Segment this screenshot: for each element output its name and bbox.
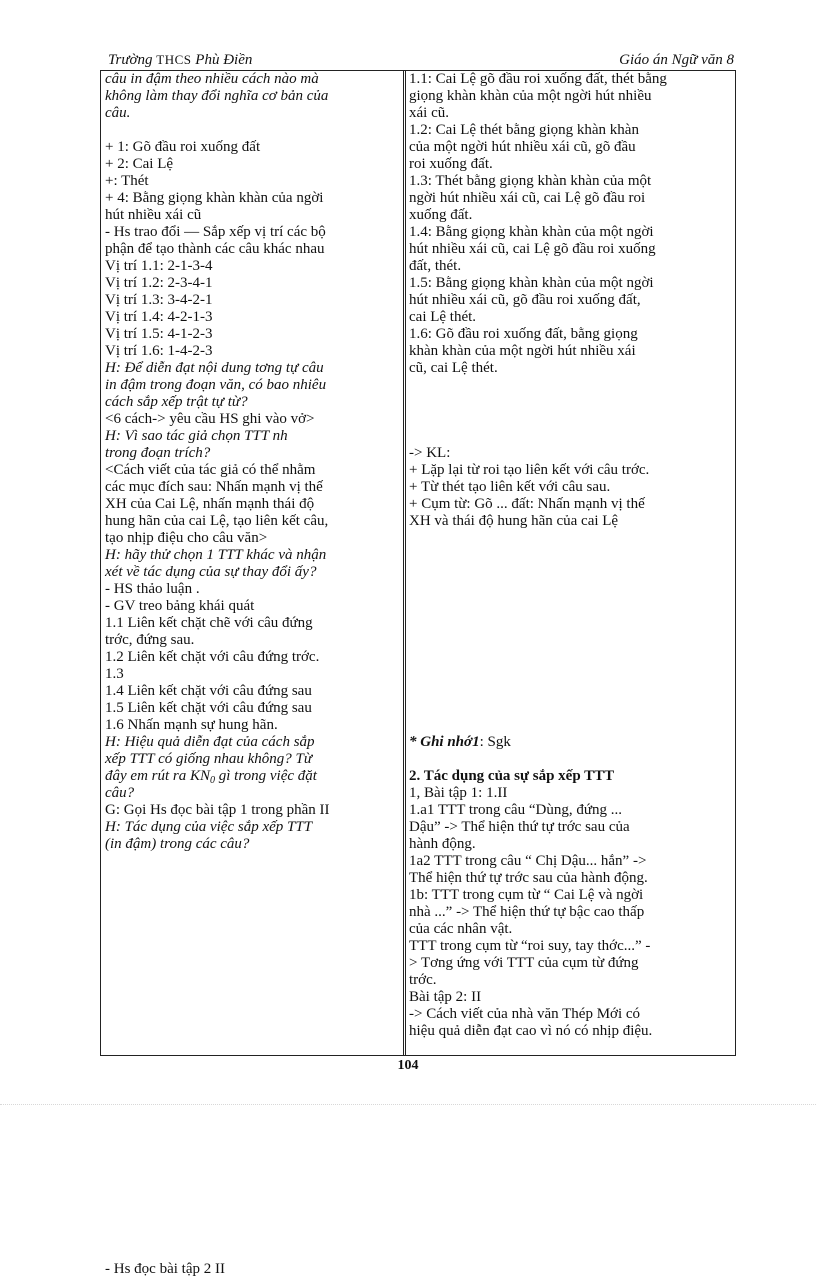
note-label: * Ghi nhớ1 xyxy=(409,734,480,750)
section-heading: 2. Tác dụng của sự sắp xếp TTT xyxy=(409,768,615,784)
text-line: 1.1: Cai Lệ gõ đầu roi xuống đất, thét bằng xyxy=(409,71,667,87)
text-line: của một ngời hút nhiều xái cũ, gõ đầu xyxy=(409,139,636,155)
text-line: H: Vì sao tác giả chọn TTT nh xyxy=(105,428,288,444)
text-line: roi xuống đất. xyxy=(409,156,493,172)
text-line: 1.2: Cai Lệ thét bằng giọng khàn khàn xyxy=(409,122,639,138)
text-line: câu. xyxy=(105,105,131,121)
text-line: Vị trí 1.2: 2-3-4-1 xyxy=(105,275,213,291)
text-line: không làm thay đổi nghĩa cơ bản của xyxy=(105,88,329,104)
text-line: -> Cách viết của nhà văn Thép Mới có xyxy=(409,1006,641,1022)
text-line: H: Để diễn đạt nội dung tơng tự câu xyxy=(105,360,324,376)
text-line: 1.6: Gõ đầu roi xuống đất, bằng giọng xyxy=(409,326,638,342)
text-line: xét về tác dụng của sự thay đổi ấy? xyxy=(105,564,317,580)
content-column xyxy=(409,71,731,1040)
text-line: -> KL: xyxy=(409,445,451,461)
text-line: câu in đậm theo nhiều cách nào mà xyxy=(105,71,319,87)
text-line: Vị trí 1.3: 3-4-2-1 xyxy=(105,292,213,308)
text-line: <Cách viết của tác giả có thể nhằm xyxy=(105,462,316,478)
footer-rule xyxy=(0,1104,816,1105)
text-line: câu? xyxy=(105,785,135,801)
text-line: xuống đất. xyxy=(409,207,473,223)
text-line: của các nhân vật. xyxy=(409,921,513,937)
text-line: cai Lệ thét. xyxy=(409,309,477,325)
text-line: + 4: Bằng giọng khàn khàn của ngời xyxy=(105,190,324,206)
text-line: trong đoạn trích? xyxy=(105,445,211,461)
text-line: + Cụm từ: Gõ ... đất: Nhấn mạnh vị thế xyxy=(409,496,645,512)
school-name-thcs: THCS xyxy=(156,52,192,67)
text-line: trớc. xyxy=(409,972,437,988)
text-line: 1.4: Bằng giọng khàn khàn của một ngời xyxy=(409,224,654,240)
text-line: H: Tác dụng của việc sắp xếp TTT xyxy=(105,819,313,835)
page-header xyxy=(104,52,734,72)
text-line: 1.2 Liên kết chặt với câu đứng trớc. xyxy=(105,649,320,665)
text-line: hút nhiều xái cũ xyxy=(105,207,202,223)
text-line: các mục đích sau: Nhấn mạnh vị thế xyxy=(105,479,323,495)
text-line: Dậu” -> Thể hiện thứ tự trớc sau của xyxy=(409,819,630,835)
text-line: + Lặp lại từ roi tạo liên kết với câu trớc. xyxy=(409,462,650,478)
text-line: + Từ thét tạo liên kết với câu sau. xyxy=(409,479,611,495)
text-line: 1, Bài tập 1: 1.II xyxy=(409,785,508,801)
text-line: hung hãn của cai Lệ, tạo liên kết câu, xyxy=(105,513,329,529)
text-line: - Hs đọc bài tập 2 II xyxy=(105,1261,225,1277)
page-number: 104 xyxy=(397,1058,419,1073)
text-line: hút nhiều xái cũ, cai Lệ gõ đầu roi xuống xyxy=(409,241,656,257)
text-line: + 1: Gõ đầu roi xuống đất xyxy=(105,139,261,155)
text-line: xếp TTT có giống nhau không? Từ xyxy=(105,751,313,767)
text-line: H: Hiệu quả diễn đạt của cách sắp xyxy=(105,734,315,750)
school-name-post: Phù Điền xyxy=(195,52,253,68)
text-line: hành động. xyxy=(409,836,476,852)
text-line: 1.3: Thét bằng giọng khàn khàn của một xyxy=(409,173,652,189)
text-line: G: Gọi Hs đọc bài tập 1 trong phần II xyxy=(105,802,330,818)
column-divider-2 xyxy=(405,71,406,1055)
text-line: Vị trí 1.1: 2-1-3-4 xyxy=(105,258,213,274)
text-line: Vị trí 1.5: 4-1-2-3 xyxy=(105,326,213,342)
text-line: Vị trí 1.4: 4-2-1-3 xyxy=(105,309,213,325)
text-line: +: Thét xyxy=(105,173,149,189)
text-line: XH và thái độ hung hãn của cai Lệ xyxy=(409,513,619,529)
text-line: trớc, đứng sau. xyxy=(105,632,195,648)
text-line: 1a2 TTT trong câu “ Chị Dậu... hắn” -> xyxy=(409,853,647,869)
text-line: XH của Cai Lệ, nhấn mạnh thái độ xyxy=(105,496,315,512)
text-line xyxy=(409,734,731,751)
text-line: + 2: Cai Lệ xyxy=(105,156,174,172)
text-line: Vị trí 1.6: 1-4-2-3 xyxy=(105,343,213,359)
subject-title: Giáo án Ngữ văn 8 xyxy=(619,52,734,68)
text-line: giọng khàn khàn của một ngời hút nhiều xyxy=(409,88,652,104)
text-fragment: đây em rút ra KN xyxy=(105,768,210,784)
text-line: ngời hút nhiều xái cũ, cai Lệ gõ đầu roi xyxy=(409,190,646,206)
text-line: 1.a1 TTT trong câu “Dùng, đứng ... xyxy=(409,802,622,818)
text-line: 1.1 Liên kết chặt chẽ với câu đứng xyxy=(105,615,313,631)
text-line: - HS thảo luận . xyxy=(105,581,200,597)
text-line xyxy=(105,768,399,785)
column-divider xyxy=(403,71,404,1055)
text-line: 1b: TTT trong cụm từ “ Cai Lệ và ngời xyxy=(409,887,644,903)
text-line: 1.5 Liên kết chặt với câu đứng sau xyxy=(105,700,312,716)
text-line: xái cũ. xyxy=(409,105,449,121)
text-line: tạo nhịp điệu cho câu văn> xyxy=(105,530,268,546)
text-line: cách sắp xếp trật tự từ? xyxy=(105,394,248,410)
text-line: Thể hiện thứ tự trớc sau của hành động. xyxy=(409,870,648,886)
text-fragment: gì trong việc đặt xyxy=(215,768,317,784)
text-line: TTT trong cụm từ “roi suy, tay thớc...” - xyxy=(409,938,651,954)
text-line: nhà ...” -> Thể hiện thứ tự bậc cao thấp xyxy=(409,904,645,920)
text-line: Bài tập 2: II xyxy=(409,989,482,1005)
text-line: <6 cách-> yêu cầu HS ghi vào vở> xyxy=(105,411,315,427)
text-line: - GV treo bảng khái quát xyxy=(105,598,255,614)
text-line: > Tơng ứng với TTT của cụm từ đứng xyxy=(409,955,639,971)
school-name xyxy=(108,52,252,69)
text-line: hiệu quả diễn đạt cao vì nó có nhịp điệu. xyxy=(409,1023,653,1039)
text-line: 1.5: Bằng giọng khàn khàn của một ngời xyxy=(409,275,654,291)
teacher-student-column xyxy=(105,71,399,1278)
text-line: phận để tạo thành các câu khác nhau xyxy=(105,241,325,257)
text-line: 1.4 Liên kết chặt với câu đứng sau xyxy=(105,683,312,699)
note-source: : Sgk xyxy=(479,734,511,750)
text-line: H: hãy thử chọn 1 TTT khác và nhận xyxy=(105,547,327,563)
text-line: đất, thét. xyxy=(409,258,462,274)
text-line: 1.3 xyxy=(105,666,124,682)
text-line: cũ, cai Lệ thét. xyxy=(409,360,498,376)
text-line: hút nhiều xái cũ, gõ đầu roi xuống đất, xyxy=(409,292,641,308)
text-line: in đậm trong đoạn văn, có bao nhiêu xyxy=(105,377,327,393)
text-line: khàn khàn của một ngời hút nhiều xái xyxy=(409,343,636,359)
text-line: 1.6 Nhấn mạnh sự hung hãn. xyxy=(105,717,278,733)
school-name-pre: Trường xyxy=(108,52,153,68)
subscript: 0 xyxy=(210,775,215,786)
text-line: - Hs trao đổi — Sắp xếp vị trí các bộ xyxy=(105,224,326,240)
text-line: (in đậm) trong các câu? xyxy=(105,836,250,852)
